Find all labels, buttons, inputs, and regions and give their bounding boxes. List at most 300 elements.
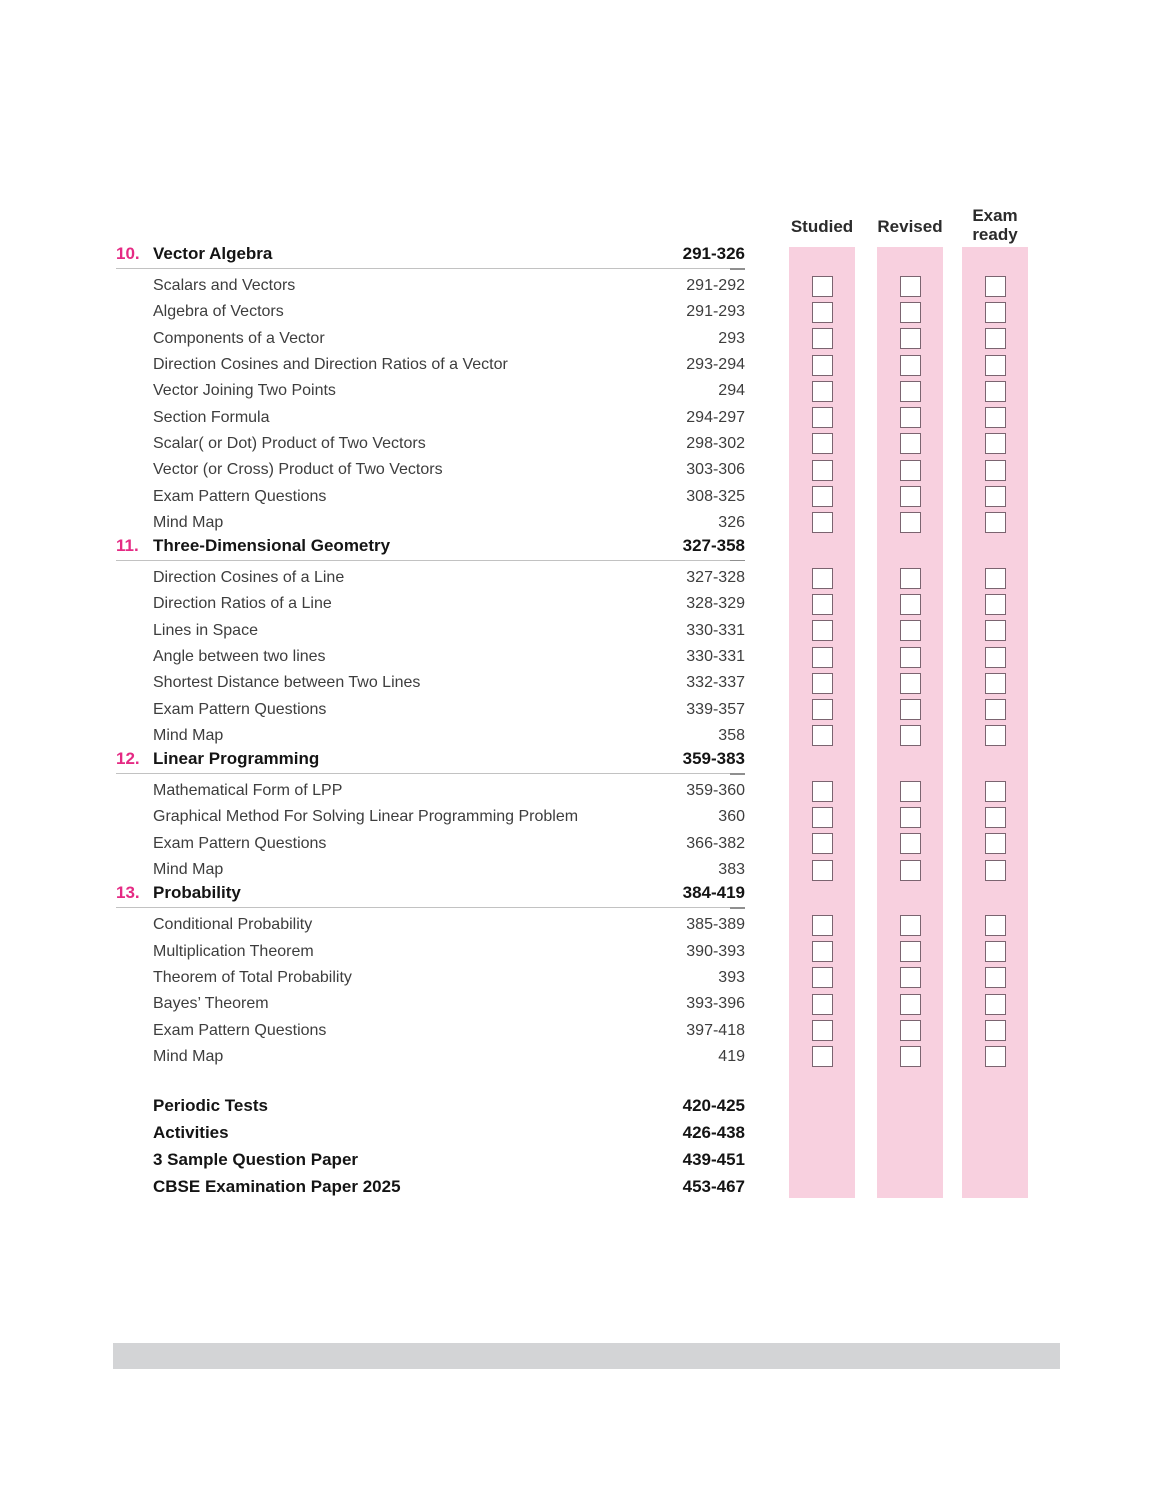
item-pages: 360 <box>718 808 745 826</box>
revised-checkbox[interactable] <box>900 302 921 323</box>
exam-ready-checkbox-cell <box>962 670 1028 696</box>
revised-checkbox-cell <box>877 965 943 991</box>
exam-ready-checkbox-cell <box>962 778 1028 804</box>
revised-checkbox[interactable] <box>900 699 921 720</box>
toc-item-row <box>116 778 1028 804</box>
toc-item-row <box>116 1017 1028 1043</box>
exam-ready-checkbox-cell <box>962 591 1028 617</box>
revised-checkbox-cell <box>877 723 943 749</box>
section-pages: 384-419 <box>682 883 745 903</box>
toc-item-row <box>116 831 1028 857</box>
section-number: 11. <box>116 535 139 555</box>
item-title: Direction Ratios of a Line <box>153 595 332 613</box>
exam-ready-checkbox-cell <box>962 723 1028 749</box>
toc-item-row <box>116 483 1028 509</box>
revised-checkbox-cell <box>877 991 943 1017</box>
revised-checkbox-cell <box>877 618 943 644</box>
revised-checkbox[interactable] <box>900 1046 921 1067</box>
studied-checkbox-cell <box>789 299 855 325</box>
studied-checkbox[interactable] <box>812 915 833 936</box>
revised-checkbox[interactable] <box>900 568 921 589</box>
toc-item <box>116 622 745 640</box>
exam-ready-checkbox-cell <box>962 1017 1028 1043</box>
studied-checkbox[interactable] <box>812 647 833 668</box>
toc-item-row <box>116 431 1028 457</box>
revised-checkbox[interactable] <box>900 647 921 668</box>
section-title: Three-Dimensional Geometry <box>153 535 391 555</box>
studied-checkbox-cell <box>789 831 855 857</box>
studied-checkbox-cell <box>789 912 855 938</box>
extra-pages: 439-451 <box>682 1149 745 1169</box>
studied-checkbox[interactable] <box>812 620 833 641</box>
item-title: Mind Map <box>153 1047 224 1065</box>
studied-checkbox[interactable] <box>812 355 833 376</box>
revised-checkbox-cell <box>877 565 943 591</box>
exam-ready-checkbox-cell <box>962 404 1028 430</box>
studied-checkbox[interactable] <box>812 433 833 454</box>
exam-ready-checkbox[interactable] <box>985 915 1006 936</box>
studied-checkbox-cell <box>789 591 855 617</box>
studied-checkbox-cell <box>789 670 855 696</box>
exam-ready-checkbox-cell <box>962 912 1028 938</box>
item-title: Exam Pattern Questions <box>153 1021 327 1039</box>
extra-pages: 453-467 <box>682 1176 745 1196</box>
item-title: Multiplication Theorem <box>153 942 314 960</box>
extra-row <box>116 1173 1028 1200</box>
toc-item-row <box>116 912 1028 938</box>
revised-checkbox-cell <box>877 804 943 830</box>
studied-checkbox[interactable] <box>812 328 833 349</box>
extra-title: 3 Sample Question Paper <box>153 1149 359 1169</box>
revised-checkbox[interactable] <box>900 620 921 641</box>
toc-item <box>116 435 745 453</box>
exam-ready-checkbox[interactable] <box>985 433 1006 454</box>
studied-checkbox-cell <box>789 483 855 509</box>
studied-checkbox[interactable] <box>812 1046 833 1067</box>
exam-ready-checkbox[interactable] <box>985 781 1006 802</box>
item-pages: 397-418 <box>686 1021 745 1039</box>
item-pages: 332-337 <box>686 674 745 692</box>
item-pages: 291-292 <box>686 277 745 295</box>
studied-checkbox-cell <box>789 644 855 670</box>
revised-checkbox-cell <box>877 778 943 804</box>
revised-checkbox-cell <box>877 352 943 378</box>
section-heading <box>116 749 745 774</box>
toc-item <box>116 356 745 374</box>
studied-checkbox-cell <box>789 565 855 591</box>
toc-item-row <box>116 618 1028 644</box>
revised-checkbox-cell <box>877 857 943 883</box>
revised-checkbox-cell <box>877 326 943 352</box>
toc-item <box>116 782 745 800</box>
studied-checkbox-cell <box>789 778 855 804</box>
revised-checkbox-cell <box>877 431 943 457</box>
revised-checkbox[interactable] <box>900 594 921 615</box>
exam-ready-checkbox-cell <box>962 565 1028 591</box>
studied-checkbox[interactable] <box>812 673 833 694</box>
item-title: Theorem of Total Probability <box>153 968 352 986</box>
extras-section <box>116 1092 1028 1200</box>
exam-ready-checkbox[interactable] <box>985 860 1006 881</box>
item-title: Exam Pattern Questions <box>153 834 327 852</box>
toc-item <box>116 727 745 745</box>
item-title: Mathematical Form of LPP <box>153 782 343 800</box>
item-title: Mind Map <box>153 861 224 879</box>
exam-ready-checkbox[interactable] <box>985 486 1006 507</box>
revised-checkbox[interactable] <box>900 355 921 376</box>
toc-item <box>116 835 745 853</box>
exam-ready-checkbox[interactable] <box>985 994 1006 1015</box>
toc-item <box>116 1048 745 1066</box>
revised-checkbox-cell <box>877 1017 943 1043</box>
toc-item-row <box>116 273 1028 299</box>
studied-checkbox[interactable] <box>812 941 833 962</box>
exam-ready-checkbox[interactable] <box>985 355 1006 376</box>
studied-checkbox-cell <box>789 1017 855 1043</box>
exam-ready-checkbox-cell <box>962 644 1028 670</box>
revised-checkbox[interactable] <box>900 328 921 349</box>
item-pages: 358 <box>718 726 745 744</box>
revised-checkbox-cell <box>877 644 943 670</box>
revised-checkbox[interactable] <box>900 433 921 454</box>
toc-item <box>116 382 745 400</box>
section-heading-row <box>116 244 1028 269</box>
item-pages: 393 <box>718 968 745 986</box>
revised-checkbox-cell <box>877 591 943 617</box>
extra-row <box>116 1092 1028 1119</box>
section-title: Vector Algebra <box>153 244 273 263</box>
studied-checkbox[interactable] <box>812 594 833 615</box>
item-title: Conditional Probability <box>153 916 313 934</box>
toc-item <box>116 303 745 321</box>
item-pages: 393-396 <box>686 995 745 1013</box>
footer-bar <box>113 1343 1060 1369</box>
toc-item <box>116 461 745 479</box>
studied-checkbox[interactable] <box>812 1020 833 1041</box>
toc-item <box>116 1022 745 1040</box>
studied-checkbox-cell <box>789 352 855 378</box>
toc-item <box>116 514 745 532</box>
section-pages: 327-358 <box>682 535 745 555</box>
exam-ready-checkbox[interactable] <box>985 673 1006 694</box>
exam-ready-checkbox-cell <box>962 483 1028 509</box>
exam-ready-checkbox[interactable] <box>985 1020 1006 1041</box>
exam-ready-checkbox-cell <box>962 457 1028 483</box>
exam-ready-checkbox-cell <box>962 299 1028 325</box>
exam-ready-checkbox-cell <box>962 431 1028 457</box>
toc-item <box>116 808 745 826</box>
exam-ready-checkbox-cell <box>962 831 1028 857</box>
revised-checkbox-cell <box>877 273 943 299</box>
section-heading-row <box>116 883 1028 908</box>
revised-checkbox[interactable] <box>900 725 921 746</box>
toc-item <box>116 861 745 879</box>
toc-item <box>116 648 745 666</box>
toc-item-row <box>116 804 1028 830</box>
toc-item <box>116 674 745 692</box>
studied-checkbox[interactable] <box>812 699 833 720</box>
item-title: Exam Pattern Questions <box>153 487 327 505</box>
exam-ready-checkbox[interactable] <box>985 967 1006 988</box>
studied-checkbox-cell <box>789 965 855 991</box>
toc-item <box>116 330 745 348</box>
section-heading <box>116 244 745 269</box>
exam-ready-checkbox-cell <box>962 510 1028 536</box>
item-title: Vector (or Cross) Product of Two Vectors <box>153 461 443 479</box>
exam-ready-column-header: Exam ready <box>972 206 1018 245</box>
revised-checkbox-cell <box>877 912 943 938</box>
item-pages: 327-328 <box>686 569 745 587</box>
toc-item-row <box>116 670 1028 696</box>
toc-item-row <box>116 1044 1028 1070</box>
item-pages: 293-294 <box>686 356 745 374</box>
item-pages: 294-297 <box>686 408 745 426</box>
exam-ready-checkbox-cell <box>962 939 1028 965</box>
item-pages: 339-357 <box>686 700 745 718</box>
exam-ready-checkbox[interactable] <box>985 302 1006 323</box>
exam-ready-checkbox[interactable] <box>985 381 1006 402</box>
exam-ready-checkbox-cell <box>962 1044 1028 1070</box>
section-title: Probability <box>153 883 241 903</box>
toc-item <box>116 969 745 987</box>
studied-checkbox-cell <box>789 804 855 830</box>
item-title: Lines in Space <box>153 621 258 639</box>
section-heading-text <box>116 244 272 264</box>
item-pages: 419 <box>718 1047 745 1065</box>
exam-ready-checkbox[interactable] <box>985 594 1006 615</box>
section-number: 13. <box>116 883 140 903</box>
exam-ready-checkbox[interactable] <box>985 407 1006 428</box>
revised-checkbox-cell <box>877 939 943 965</box>
exam-ready-checkbox[interactable] <box>985 941 1006 962</box>
item-pages: 326 <box>718 513 745 531</box>
exam-ready-checkbox-cell <box>962 326 1028 352</box>
revised-checkbox[interactable] <box>900 915 921 936</box>
toc-item <box>116 595 745 613</box>
toc-item-row <box>116 644 1028 670</box>
revised-checkbox[interactable] <box>900 833 921 854</box>
section-heading <box>116 536 745 561</box>
toc-item <box>116 409 745 427</box>
revised-checkbox-cell <box>877 670 943 696</box>
extra-entry <box>116 1123 745 1143</box>
revised-checkbox-cell <box>877 831 943 857</box>
revised-checkbox-cell <box>877 696 943 722</box>
extra-pages: 426-438 <box>682 1122 745 1142</box>
item-pages: 298-302 <box>686 434 745 452</box>
exam-ready-checkbox-cell <box>962 804 1028 830</box>
revised-checkbox[interactable] <box>900 673 921 694</box>
toc-item-row <box>116 696 1028 722</box>
studied-checkbox[interactable] <box>812 833 833 854</box>
studied-checkbox[interactable] <box>812 860 833 881</box>
toc-item-row <box>116 326 1028 352</box>
toc-item-row <box>116 991 1028 1017</box>
exam-ready-checkbox[interactable] <box>985 328 1006 349</box>
studied-checkbox-cell <box>789 510 855 536</box>
item-title: Shortest Distance between Two Lines <box>153 674 421 692</box>
exam-ready-checkbox[interactable] <box>985 833 1006 854</box>
toc-item-row <box>116 404 1028 430</box>
section-heading-text <box>116 883 241 903</box>
toc-item-row <box>116 939 1028 965</box>
item-pages: 383 <box>718 861 745 879</box>
exam-ready-checkbox[interactable] <box>985 512 1006 533</box>
item-title: Direction Cosines and Direction Ratios of a Vector <box>153 356 508 374</box>
extra-title: Activities <box>153 1122 229 1142</box>
item-pages: 366-382 <box>686 834 745 852</box>
studied-checkbox-cell <box>789 939 855 965</box>
exam-ready-checkbox[interactable] <box>985 620 1006 641</box>
revised-checkbox[interactable] <box>900 1020 921 1041</box>
exam-ready-checkbox-cell <box>962 696 1028 722</box>
toc-item-row <box>116 723 1028 749</box>
studied-checkbox[interactable] <box>812 725 833 746</box>
item-title: Direction Cosines of a Line <box>153 569 345 587</box>
exam-ready-checkbox[interactable] <box>985 460 1006 481</box>
extra-row <box>116 1146 1028 1173</box>
studied-checkbox-cell <box>789 857 855 883</box>
revised-checkbox[interactable] <box>900 381 921 402</box>
toc-item <box>116 701 745 719</box>
item-pages: 359-360 <box>686 782 745 800</box>
revised-checkbox-cell <box>877 457 943 483</box>
revised-checkbox[interactable] <box>900 860 921 881</box>
exam-ready-checkbox-cell <box>962 618 1028 644</box>
item-title: Algebra of Vectors <box>153 303 284 321</box>
studied-checkbox[interactable] <box>812 512 833 533</box>
studied-column-header: Studied <box>790 217 854 236</box>
table-of-contents <box>116 244 1028 1200</box>
exam-ready-checkbox[interactable] <box>985 1046 1006 1067</box>
studied-checkbox[interactable] <box>812 276 833 297</box>
exam-ready-checkbox[interactable] <box>985 276 1006 297</box>
section-heading-row <box>116 749 1028 774</box>
revised-checkbox[interactable] <box>900 460 921 481</box>
item-title: Mind Map <box>153 726 224 744</box>
revised-checkbox-cell <box>877 404 943 430</box>
item-title: Angle between two lines <box>153 648 326 665</box>
extra-entry <box>116 1150 745 1170</box>
studied-checkbox[interactable] <box>812 381 833 402</box>
section-title: Linear Programming <box>153 749 320 769</box>
studied-checkbox[interactable] <box>812 568 833 589</box>
item-pages: 385-389 <box>686 916 745 934</box>
item-title: Scalar( or Dot) Product of Two Vectors <box>153 434 426 452</box>
section-number: 10. <box>116 244 140 263</box>
studied-checkbox[interactable] <box>812 407 833 428</box>
exam-ready-checkbox[interactable] <box>985 725 1006 746</box>
section-number: 12. <box>116 749 140 769</box>
studied-checkbox[interactable] <box>812 781 833 802</box>
revised-checkbox[interactable] <box>900 276 921 297</box>
toc-item <box>116 995 745 1013</box>
studied-checkbox[interactable] <box>812 807 833 828</box>
studied-checkbox[interactable] <box>812 967 833 988</box>
item-title: Vector Joining Two Points <box>153 382 336 400</box>
revised-checkbox[interactable] <box>900 512 921 533</box>
exam-ready-checkbox[interactable] <box>985 699 1006 720</box>
exam-ready-checkbox-cell <box>962 857 1028 883</box>
item-pages: 330-331 <box>686 648 745 665</box>
section-heading-row <box>116 536 1028 561</box>
toc-item <box>116 488 745 506</box>
item-pages: 308-325 <box>686 487 745 505</box>
section-heading-text <box>116 749 319 769</box>
revised-checkbox[interactable] <box>900 781 921 802</box>
studied-checkbox-cell <box>789 431 855 457</box>
studied-checkbox-cell <box>789 273 855 299</box>
extra-entry <box>116 1096 745 1116</box>
studied-checkbox[interactable] <box>812 486 833 507</box>
extra-row <box>116 1119 1028 1146</box>
toc-item-row <box>116 457 1028 483</box>
exam-ready-checkbox-cell <box>962 991 1028 1017</box>
revised-checkbox[interactable] <box>900 807 921 828</box>
toc-item-row <box>116 965 1028 991</box>
item-pages: 291-293 <box>686 303 745 321</box>
toc-item-row <box>116 352 1028 378</box>
revised-column-header: Revised <box>877 217 943 236</box>
item-title: Scalars and Vectors <box>153 277 296 295</box>
exam-ready-checkbox-cell <box>962 273 1028 299</box>
item-title: Graphical Method For Solving Linear Programming Problem <box>153 808 579 826</box>
revised-checkbox[interactable] <box>900 486 921 507</box>
revised-checkbox[interactable] <box>900 941 921 962</box>
item-pages: 294 <box>718 382 745 400</box>
revised-checkbox-cell <box>877 510 943 536</box>
studied-checkbox-cell <box>789 378 855 404</box>
extra-pages: 420-425 <box>682 1095 745 1115</box>
section-pages: 291-326 <box>682 244 745 263</box>
item-title: Components of a Vector <box>153 329 325 347</box>
toc-item <box>116 943 745 961</box>
studied-checkbox[interactable] <box>812 460 833 481</box>
revised-checkbox-cell <box>877 1044 943 1070</box>
exam-ready-checkbox[interactable] <box>985 568 1006 589</box>
revised-checkbox-cell <box>877 299 943 325</box>
toc-item <box>116 277 745 295</box>
item-title: Bayes’ Theorem <box>153 995 269 1013</box>
toc-item-row <box>116 299 1028 325</box>
studied-checkbox-cell <box>789 457 855 483</box>
exam-ready-checkbox[interactable] <box>985 807 1006 828</box>
toc-item <box>116 916 745 934</box>
revised-checkbox-cell <box>877 378 943 404</box>
studied-checkbox[interactable] <box>812 302 833 323</box>
exam-ready-checkbox-cell <box>962 352 1028 378</box>
revised-checkbox[interactable] <box>900 994 921 1015</box>
toc-item-row <box>116 565 1028 591</box>
toc-item <box>116 569 745 587</box>
item-pages: 330-331 <box>686 621 745 639</box>
toc-item-row <box>116 591 1028 617</box>
revised-checkbox[interactable] <box>900 407 921 428</box>
extra-title: Periodic Tests <box>153 1095 268 1115</box>
extra-entry <box>116 1177 745 1197</box>
studied-checkbox-cell <box>789 723 855 749</box>
studied-checkbox-cell <box>789 696 855 722</box>
studied-checkbox-cell <box>789 326 855 352</box>
section-pages: 359-383 <box>682 749 745 769</box>
revised-checkbox-cell <box>877 483 943 509</box>
item-title: Section Formula <box>153 408 270 426</box>
revised-checkbox[interactable] <box>900 967 921 988</box>
item-title: Exam Pattern Questions <box>153 700 327 718</box>
studied-checkbox[interactable] <box>812 994 833 1015</box>
exam-ready-checkbox[interactable] <box>985 647 1006 668</box>
item-pages: 328-329 <box>686 595 745 613</box>
